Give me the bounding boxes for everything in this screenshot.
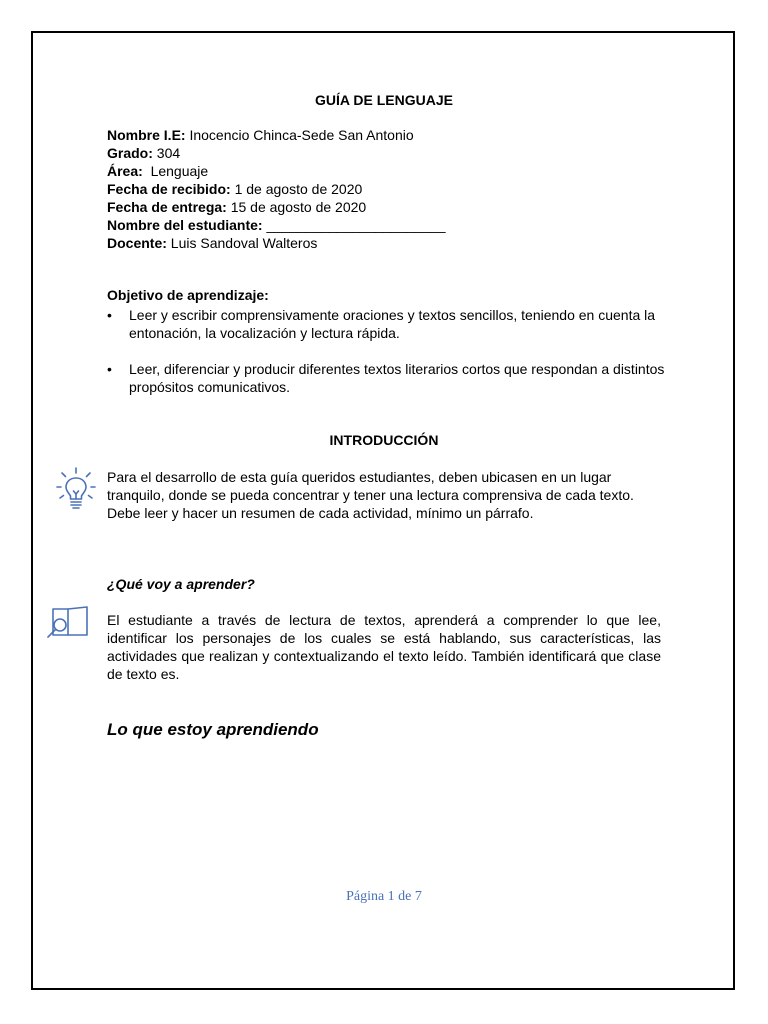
teacher-row	[107, 234, 446, 252]
learn-heading: ¿Qué voy a aprender?	[107, 576, 255, 592]
list-item	[107, 360, 667, 396]
delivery-row	[107, 198, 446, 216]
introduction-text: Para el desarrollo de esta guía queridos estudiantes, deben ubicasen en un lugar tranquilo, donde se pueda concentrar y tener una lectura comprensiva de cada texto. Debe leer y hacer un resumen de cada actividad, mínimo un párrafo.	[107, 469, 634, 521]
grade-row	[107, 144, 446, 162]
learning-heading: Lo que estoy aprendiendo	[107, 720, 319, 739]
delivery-label: Fecha de entrega:	[107, 199, 227, 215]
area-value: Lenguaje	[142, 163, 209, 179]
info-block	[107, 126, 446, 252]
delivery-value: 15 de agosto de 2020	[226, 199, 367, 215]
school-row	[107, 126, 446, 144]
received-value: 1 de agosto de 2020	[230, 181, 363, 197]
book-search-icon	[45, 605, 93, 643]
objective-text: Leer, diferenciar y producir diferentes textos literarios cortos que respondan a distintos propósitos comunicativos.	[129, 361, 665, 395]
lightbulb-icon	[55, 466, 97, 514]
school-label: Nombre I.E:	[107, 127, 186, 143]
objective-text: Leer y escribir comprensivamente oraciones y textos sencillos, teniendo en cuenta la entonación, la vocalización y lectura rápida.	[129, 307, 656, 341]
page-number: Página 1 de 7	[346, 889, 422, 904]
student-row	[107, 216, 446, 234]
student-value: _______________________	[262, 217, 446, 233]
received-label: Fecha de recibido:	[107, 181, 231, 197]
received-row	[107, 180, 446, 198]
objective-heading: Objetivo de aprendizaje:	[107, 287, 269, 303]
objective-list	[107, 306, 667, 396]
student-label: Nombre del estudiante:	[107, 217, 263, 233]
introduction-heading: INTRODUCCIÓN	[329, 432, 439, 448]
learn-text: El estudiante a través de lectura de textos, aprenderá a comprender lo que lee, identificar los personajes de los cuales se está hablando, sus características, las actividades que realizan y contextualizando el texto leído. También identificará que clase de texto es.	[107, 612, 661, 682]
document-title: GUÍA DE LENGUAJE	[315, 92, 453, 108]
area-label: Área:	[107, 163, 143, 179]
list-item	[107, 306, 667, 342]
area-row	[107, 162, 446, 180]
teacher-label: Docente:	[107, 235, 167, 251]
bullet-icon: •	[107, 361, 112, 377]
bullet-icon: •	[107, 307, 112, 323]
grade-value: 304	[152, 145, 181, 161]
grade-label: Grado:	[107, 145, 153, 161]
teacher-value: Luis Sandoval Walteros	[166, 235, 318, 251]
school-value: Inocencio Chinca-Sede San Antonio	[185, 127, 414, 143]
